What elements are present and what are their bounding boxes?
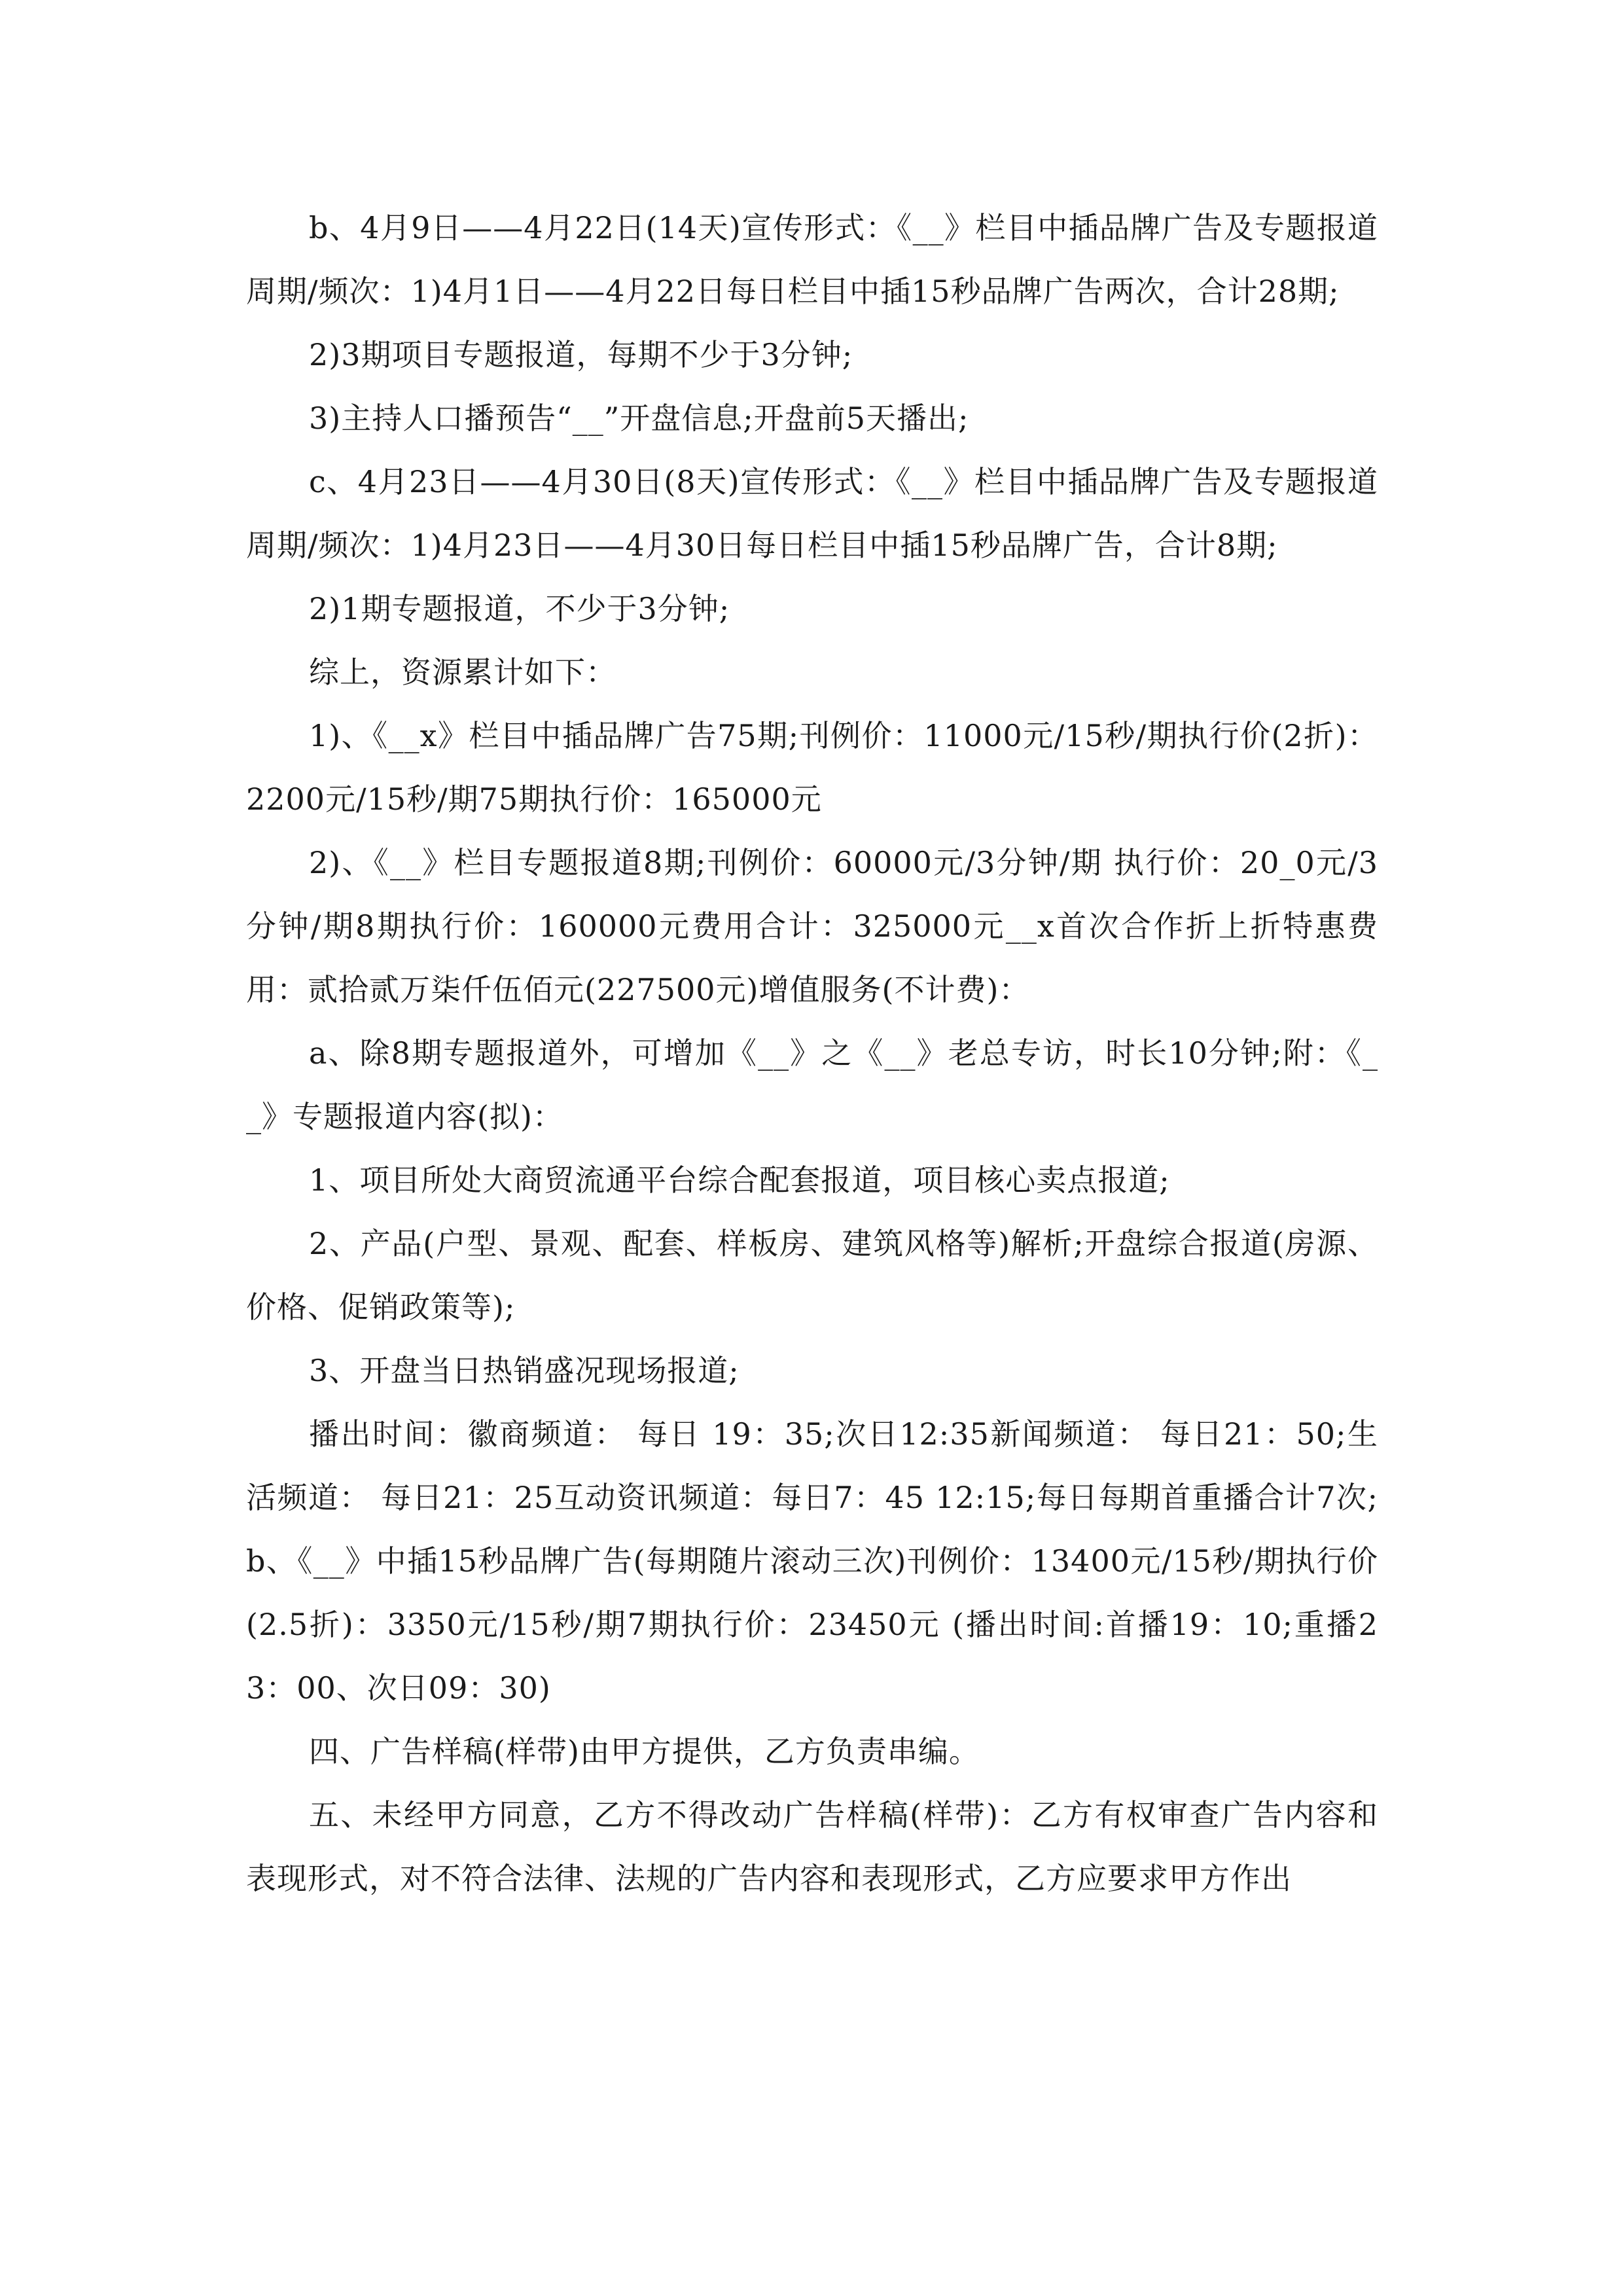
- paragraph-clause-4: 四、广告样稿(样带)由甲方提供，乙方负责串编。: [309, 1734, 980, 1769]
- paragraph-special-report-1: 2)1期专题报道，不少于3分钟;: [309, 591, 730, 626]
- paragraph-content-2: 2、产品(户型、景观、配套、样板房、建筑风格等)解析;开盘综合报道(房源、价格、促销政策等);: [246, 1226, 1378, 1325]
- paragraph-resource-2: 2)、《__》栏目专题报道8期;刊例价：60000元/3分钟/期 执行价：20_0元/3分钟/期8期执行价：160000元费用合计：325000元__x首次合作折上折特惠费用：贰拾贰万柒仟伍佰元(227500元)增值服务(不计费)：: [246, 845, 1378, 1007]
- paragraph-special-reports-3: 2)3期项目专题报道，每期不少于3分钟;: [309, 337, 853, 372]
- paragraph-value-added-a: a、除8期专题报道外，可增加《__》之《__》老总专访，时长10分钟;附：《__》专题报道内容(拟)：: [246, 1035, 1378, 1134]
- paragraph-schedule-b: b、4月9日——4月22日(14天)宣传形式：《__》栏目中插品牌广告及专题报道周期/频次：1)4月1日——4月22日每日栏目中插15秒品牌广告两次，合计28期;: [246, 210, 1378, 309]
- paragraph-clause-5: 五、未经甲方同意，乙方不得改动广告样稿(样带)：乙方有权审查广告内容和表现形式，对不符合法律、法规的广告内容和表现形式，乙方应要求甲方作出: [246, 1797, 1378, 1896]
- paragraph-schedule-c: c、4月23日——4月30日(8天)宣传形式：《__》栏目中插品牌广告及专题报道 周期/频次：1)4月23日——4月30日每日栏目中插15秒品牌广告，合计8期;: [246, 464, 1378, 563]
- paragraph-content-3: 3、开盘当日热销盛况现场报道;: [309, 1353, 740, 1388]
- paragraph-broadcast-time: 播出时间：徽商频道： 每日 19：35;次日12:35新闻频道： 每日21：50;生活频道： 每日21：25互动资讯频道：每日7：45 12:15;每日每期首重播合计7次;b、《__》中插15秒品牌广告(每期随片滚动三次)刊例价：13400元/15秒/期执行价(2.5折)：3350元/15秒/期7期执行价：23450元 (播出时间:首播19：10;重播23：00、次日09：30): [246, 1416, 1378, 1706]
- paragraph-content-1: 1、项目所处大商贸流通平台综合配套报道，项目核心卖点报道;: [309, 1162, 1170, 1198]
- paragraph-host-announcement: 3)主持人口播预告“__”开盘信息;开盘前5天播出;: [309, 401, 969, 436]
- paragraph-resource-1: 1)、《__x》栏目中插品牌广告75期;刊例价：11000元/15秒/期执行价(2折)：2200元/15秒/期75期执行价：165000元: [246, 718, 1378, 817]
- document-body: [246, 196, 1378, 1910]
- paragraph-summary-heading: 综上，资源累计如下：: [309, 655, 616, 690]
